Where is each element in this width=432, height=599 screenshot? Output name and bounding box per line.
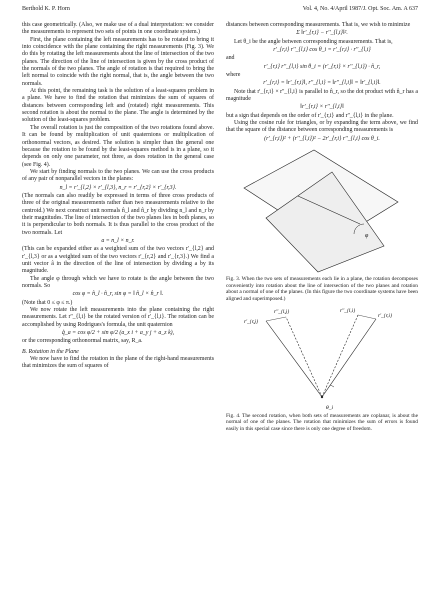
paragraph: and (226, 55, 235, 62)
r-right-j-label: r'_{r,j} (244, 318, 259, 325)
in-plane-rotation-diagram (226, 303, 418, 413)
equation: r'_{r,i} = ‖r'_{r,i}‖, r''_{l,i} = ‖r''_{l,i}‖ = ‖r'_{l,i}‖. (263, 80, 381, 87)
vector-r-right-j (266, 321, 322, 397)
equation: a = n_l × n_r. (101, 237, 135, 244)
paragraph: At this point, the remaining task is the solution of a least-squares problem in a plane. We have to find the rotation that minimizes the sum of squares of distances between corresponding left and (rotated) right measurements. This second rotation is about the normal to the plane. The angle is determined by the solution of the least-squares problem. (22, 88, 214, 124)
paragraph: this case geometrically. (Also, we make use of a dual interpretation: we consider the measurements to represent two sets of points in one coordinate system.) (22, 22, 214, 36)
equation: r'_{r,i} r''_{l,i} cos θ_i = r'_{r,i} · r''_{l,i} (273, 47, 371, 54)
two-planes-diagram (226, 144, 418, 276)
left-column (22, 22, 214, 371)
error-segment-i (358, 315, 376, 319)
equation: (r'_{r,i})² + (r''_{l,i})² − 2r'_{r,i} r''_{l,i} cos θ_i. (264, 135, 380, 142)
equation: r'_{r,i} r''_{l,i} sin θ_i = (r'_{r,i} × r''_{l,i}) · n̂_r, (263, 63, 381, 70)
figure-4-caption: Fig. 4. The second rotation, when both sets of measurements are coplanar, is about the normal of one of the planes. The rotation that minimizes the sum of errors is found easily in this special case since there is only one degree of freedom. (226, 412, 418, 432)
paragraph: distances between corresponding measurements. That is, we wish to minimize (226, 22, 411, 28)
paragraph: We start by finding normals to the two planes. We can use the cross products of any pair of nonparallel vectors in the planes: (22, 168, 214, 183)
phi-label: φ (365, 233, 369, 240)
origin-point (321, 395, 323, 397)
figure-4 (226, 303, 418, 413)
figure-3 (226, 144, 418, 276)
paragraph: First, the plane containing the left measurements has to be rotated to bring it into coincidence with the plane containing the right measurements (Fig. 3). We do this by rotating the left measurements about the line of intersection of the two planes. The direction of the line of intersection is given by the cross product of the normals of the two planes. The angle of rotation is that required to bring the left normal to coincide with the right normal, that is, the angle between the two normals. (22, 36, 214, 87)
theta-label: θ_i (326, 404, 333, 411)
equation: q̊_a = cos φ/2 + sin φ/2 (a_x i + a_y j + a_z k), (61, 330, 175, 337)
paragraph: Note that r'_{r,i} × r''_{l,i} is parallel to n̂_r, so the dot product with n̂_r has a magnitude (226, 88, 418, 103)
equation: ‖r'_{r,i} × r''_{l,i}‖ (300, 104, 344, 111)
figure-3-caption: Fig. 3. When the two sets of measurements each lie in a plane, the rotation decomposes conveniently into rotation about the line of intersection of the two planes and rotation about a normal of one of the planes. (In this figure the two coordinate systems have been aligned and superimposed.) (226, 276, 418, 302)
paragraph: (This can be expanded either as a weighted sum of the two vectors r'_{l,2} and r'_{l,3} or as a weighted sum of the two vectors r'_{r,2} and r'_{r,3}.) We find a unit vector â in the direction of the line of intersection by dividing a by its magnitude. (22, 246, 214, 275)
error-segment-j (266, 317, 286, 321)
paragraph: The angle φ through which we have to rotate is the angle between the two normals. So (22, 275, 214, 290)
r-right-i-label: r'_{r,i} (378, 312, 393, 319)
section-heading: B. Rotation in the Plane (22, 348, 79, 355)
author-name: Berthold K. P. Horn (22, 6, 70, 12)
running-header (22, 6, 418, 16)
equation: cos φ = n̂_l · n̂_r, sin φ = ‖ n̂_l × n̂_r ‖. (72, 291, 164, 298)
theta-arc (330, 385, 334, 387)
paragraph: (The normals can also readily be expressed in terms of three cross products of three of the original measurements rather than two measurements relative to the centroid.) We next construct unit normals n̂_l and n̂_r by dividing n_l and n_r by their magnitudes. The line of intersection of the two planes lies in both planes, so it is perpendicular to both normals. It is thus parallel to the cross product of the two normals. Let (22, 192, 214, 236)
equation: Σ ‖r'_{r,i} − r''_{l,i}‖². (296, 30, 348, 37)
vector-r-left-j (286, 317, 322, 397)
vector-r-left-i (322, 315, 358, 397)
journal-citation: Vol. 4, No. 4/April 1987/J. Opt. Soc. Am. A 637 (302, 6, 418, 12)
paragraph: (Note that 0 ≤ φ ≤ π.) (22, 299, 73, 306)
paragraph: We now have to find the rotation in the plane of the right-hand measurements that minimizes the sum of squares of (22, 356, 214, 370)
equation: n_l = r'_{l,2} × r'_{l,3}, n_r = r'_{r,2} × r'_{r,3}. (59, 184, 177, 191)
paragraph: or the corresponding orthonormal matrix, say, R_a. (22, 338, 143, 345)
r-left-j-label: r''_{l,j} (274, 308, 290, 315)
paragraph: We now rotate the left measurements into the plane containing the right measurements. Let r''_{l,i} be the rotated version of r'_{l,i}. The rotation can be accomplished by using Rodrigues's formula, the unit quaternion (22, 307, 214, 328)
paragraph: but a sign that depends on the order of r'_{r,i} and r''_{l,i} in the plane. (226, 112, 394, 119)
paragraph: where (226, 72, 241, 79)
paragraph: Using the cosine rule for triangles, or by expanding the term above, we find that the square of the distance between corresponding measurements is (226, 120, 418, 134)
vector-r-right-i (322, 319, 376, 397)
right-column (226, 22, 418, 432)
r-left-i-label: r''_{l,i} (340, 307, 356, 314)
paragraph: The overall rotation is just the composition of the two rotations found above. It can be found by multiplication of unit quaternions or multiplication of orthonormal vectors, as desired. The solution is simpler than the general one because the rotation to be found by the least-squares method is in a plane, so it depends on only one parameter, not three, as does rotation in the general case (see Fig. 4). (22, 124, 214, 168)
paragraph: Let θ_i be the angle between corresponding measurements. That is, (234, 38, 393, 45)
